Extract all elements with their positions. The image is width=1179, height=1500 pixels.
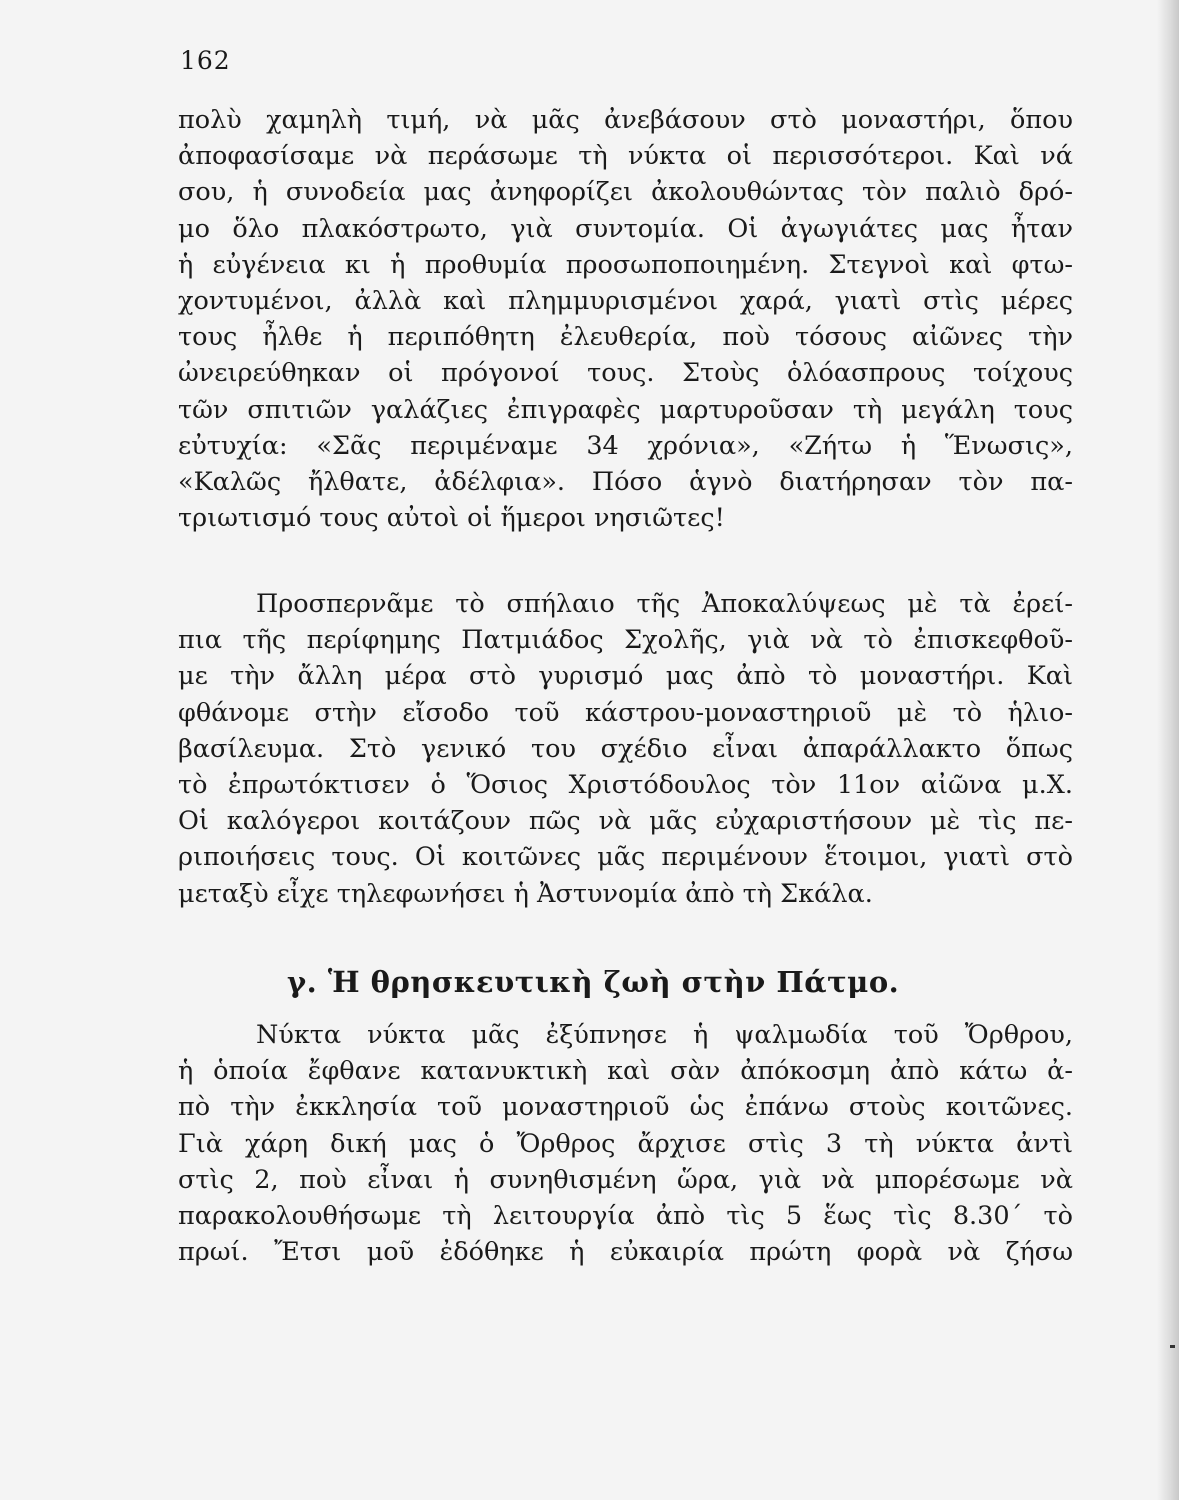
text-line: ριποιήσεις τους. Οἱ κοιτῶνες μᾶς περιμένουν ἕτοιμοι, γιατὶ στὸ [178, 842, 1073, 873]
text-line: «Καλῶς ἤλθατε, ἀδέλφια». Πόσο ἁγνὸ διατήρησαν τὸν πα- [178, 466, 1073, 497]
text-line: ἀποφασίσαμε νὰ περάσωμε τὴ νύκτα οἱ περισσότεροι. Καὶ νά [178, 141, 1073, 172]
paragraph-2 [178, 586, 1073, 912]
page-number: 162 [180, 46, 231, 75]
text-line: τῶν σπιτιῶν γαλάζιες ἐπιγραφὲς μαρτυροῦσαν τὴ μεγάλη τους [178, 394, 1073, 425]
text-line: Προσπερνᾶμε τὸ σπήλαιο τῆς Ἀποκαλύψεως μὲ τὰ ἐρεί- [256, 589, 1073, 619]
text-line: τὸ ἐπρωτόκτισεν ὁ Ὅσιος Χριστόδουλος τὸν 11ον αἰῶνα μ.Χ. [178, 769, 1073, 800]
paragraph-3 [178, 1017, 1073, 1270]
text-line: πρωί. Ἔτσι μοῦ ἐδόθηκε ἡ εὐκαιρία πρώτη φορὰ νὰ ζήσω [178, 1237, 1073, 1268]
text-line: παρακολουθήσωμε τὴ λειτουργία ἀπὸ τὶς 5 ἕως τὶς 8.30΄ τὸ [178, 1200, 1073, 1231]
text-line: πια τῆς περίφημης Πατμιάδος Σχολῆς, γιὰ νὰ τὸ ἐπισκεφθοῦ- [178, 625, 1073, 656]
text-line: τους ἦλθε ἡ περιπόθητη ἐλευθερία, ποὺ τόσους αἰῶνες τὴν [178, 322, 1073, 353]
page-edge-shadow [1157, 0, 1179, 1500]
text-line: ἡ ὁποία ἔφθανε κατανυκτικὴ καὶ σὰν ἀπόκοσμη ἀπὸ κάτω ἀ- [178, 1056, 1073, 1087]
paragraph-1 [178, 102, 1073, 536]
text-line: ἡ εὐγένεια κι ἡ προθυμία προσωποποιημένη. Στεγνοὶ καὶ φτω- [178, 249, 1073, 280]
text-line: Οἱ καλόγεροι κοιτάζουν πῶς νὰ μᾶς εὐχαριστήσουν μὲ τὶς πε- [178, 806, 1073, 837]
page-speck [1170, 1345, 1175, 1348]
text-line: πὸ τὴν ἐκκλησία τοῦ μοναστηριοῦ ὡς ἐπάνω στοὺς κοιτῶνες. [178, 1092, 1073, 1123]
text-line: βασίλευμα. Στὸ γενικό του σχέδιο εἶναι ἀπαράλλακτο ὅπως [178, 733, 1073, 764]
text-line: Νύκτα νύκτα μᾶς ἐξύπνησε ἡ ψαλμωδία τοῦ Ὄρθρου, [256, 1020, 1073, 1050]
text-line: σου, ἡ συνοδεία μας ἀνηφορίζει ἀκολουθώντας τὸν παλιὸ δρό- [178, 177, 1073, 208]
section-heading: γ. Ἡ θρησκευτικὴ ζωὴ στὴν Πάτμο. [287, 965, 900, 999]
text-line: πολὺ χαμηλὴ τιμή, νὰ μᾶς ἀνεβάσουν στὸ μοναστήρι, ὅπου [178, 105, 1073, 135]
text-line: χοντυμένοι, ἀλλὰ καὶ πλημμυρισμένοι χαρά, γιατὶ στὶς μέρες [178, 285, 1073, 316]
text-line: μεταξὺ εἶχε τηλεφωνήσει ἡ Ἀστυνομία ἀπὸ τὴ Σκάλα. [178, 878, 873, 909]
text-line: ὠνειρεύθηκαν οἱ πρόγονοί τους. Στοὺς ὁλόασπρους τοίχους [178, 358, 1073, 389]
text-line: τριωτισμό τους αὐτοὶ οἱ ἥμεροι νησιῶτες! [178, 503, 725, 534]
text-line: φθάνομε στὴν εἴσοδο τοῦ κάστρου-μοναστηριοῦ μὲ τὸ ἡλιο- [178, 697, 1073, 728]
text-line: στὶς 2, ποὺ εἶναι ἡ συνηθισμένη ὥρα, γιὰ νὰ μπορέσωμε νὰ [178, 1164, 1073, 1195]
text-line: Γιὰ χάρη δική μας ὁ Ὄρθρος ἄρχισε στὶς 3 τὴ νύκτα ἀντὶ [178, 1128, 1073, 1159]
text-line: με τὴν ἄλλη μέρα στὸ γυρισμό μας ἀπὸ τὸ μοναστήρι. Καὶ [178, 661, 1073, 692]
text-line: εὐτυχία: «Σᾶς περιμέναμε 34 χρόνια», «Ζήτω ἡ Ἕνωσις», [178, 430, 1073, 461]
text-line: μο ὅλο πλακόστρωτο, γιὰ συντομία. Οἱ ἀγωγιάτες μας ἦταν [178, 213, 1073, 244]
